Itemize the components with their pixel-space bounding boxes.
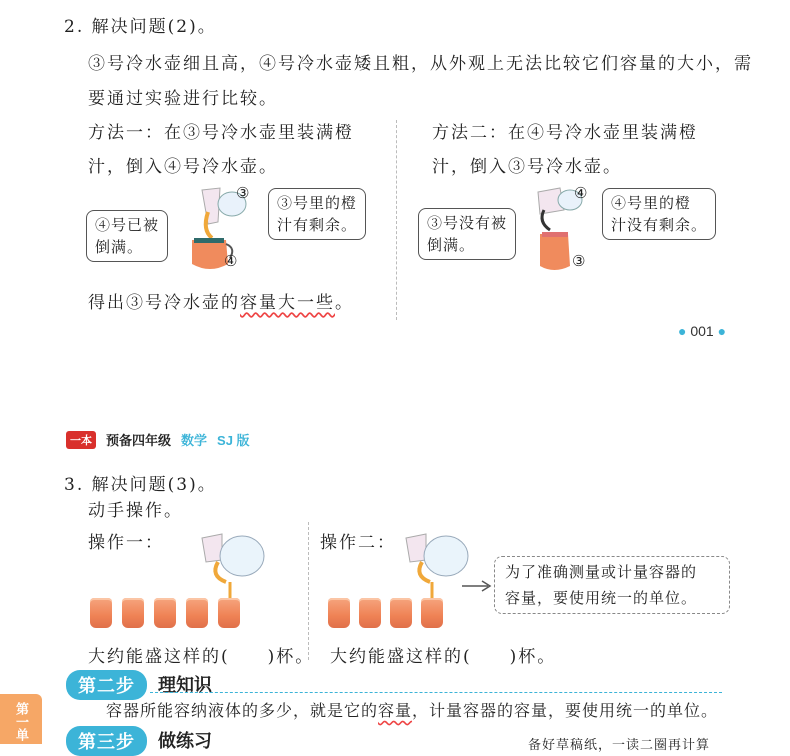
method2-left-bubble-line2: 倒满。: [427, 236, 476, 254]
section2-intro-line2: 要通过实验进行比较。: [88, 89, 278, 109]
side-tab-label: 第一单: [14, 702, 29, 741]
note-line2: 容量，要使用统一的单位。: [505, 589, 698, 607]
method1-line1: 方法一：在③号冷水壶里装满橙: [88, 123, 354, 143]
page-number: [678, 323, 726, 339]
cup-icon: [359, 598, 381, 628]
conclusion: [88, 288, 354, 313]
side-tab: [0, 694, 42, 744]
cup-icon: [390, 598, 412, 628]
method1-left-bubble-line2: 倒满。: [95, 238, 144, 256]
header-edition: SJ 版: [217, 433, 250, 448]
section2-heading: 2. 解决问题(2)。: [64, 17, 217, 37]
method2-pour-illustration: [530, 182, 602, 274]
cup-icon: [186, 598, 208, 628]
conclusion-pre: 得出③号冷水壶的: [88, 293, 240, 313]
op1-answer: 大约能盛这样的( )杯。: [88, 647, 315, 667]
header-subject: 数学: [181, 433, 208, 448]
arrow-icon: [460, 578, 494, 594]
logo: 一本: [66, 431, 96, 449]
step2-text: [106, 698, 718, 721]
step2-badge: 第二步: [66, 670, 147, 700]
cup-icon: [154, 598, 176, 628]
method2-left-bubble: [418, 208, 516, 260]
conclusion-post: 。: [335, 293, 354, 313]
note-line1: 为了准确测量或计量容器的: [505, 563, 698, 581]
cup-icon: [421, 598, 443, 628]
method2-tag-top: ④: [574, 185, 588, 202]
cup-icon: [90, 598, 112, 628]
note-box: [494, 556, 730, 614]
method1-left-bubble-line1: ④号已被: [95, 216, 160, 234]
header-grade: 预备四年级: [106, 433, 172, 448]
cup-icon: [328, 598, 350, 628]
step3-badge: 第三步: [66, 726, 147, 756]
method1-line2: 汁，倒入④号冷水壶。: [88, 157, 278, 177]
op1-pour-illustration: [196, 530, 268, 600]
step2-title: 理知识: [158, 675, 212, 695]
method1-tag-top: ③: [236, 185, 250, 202]
section3-heading: 3. 解决问题(3)。: [64, 475, 217, 495]
step3-title: 做练习: [158, 731, 212, 751]
page-number-text: 001: [690, 323, 714, 339]
method1-right-bubble: [268, 188, 366, 240]
method2-right-bubble: [602, 188, 716, 240]
method-divider: [396, 120, 397, 320]
step2-text-highlight: 容量: [378, 701, 413, 720]
method2-right-bubble-line1: ④号里的橙: [611, 194, 692, 212]
conclusion-highlight: 容量大一些: [240, 293, 335, 313]
cup-icon: [218, 598, 240, 628]
page-header: [66, 430, 250, 449]
step2-text-post: ，计量容器的容量，要使用统一的单位。: [412, 701, 719, 720]
method1-pour-illustration: [180, 182, 262, 274]
section3-sub: 动手操作。: [88, 501, 183, 521]
method1-left-bubble: [86, 210, 168, 262]
step2-rule: [150, 692, 722, 693]
page-dot-left: ●: [678, 323, 687, 339]
method2-line2: 汁，倒入③号冷水壶。: [432, 157, 622, 177]
section2-intro-line1: ③号冷水壶细且高，④号冷水壶矮且粗，从外观上无法比较它们容量的大小，需: [88, 54, 753, 74]
step2-text-pre: 容器所能容纳液体的多少，就是它的: [106, 701, 379, 720]
step3-hint: 备好草稿纸，一读二圈再计算: [528, 738, 711, 753]
method2-tag-bottom: ③: [572, 253, 586, 270]
op2-label: 操作二：: [320, 533, 396, 553]
method1-tag-bottom: ④: [224, 253, 238, 270]
op1-label: 操作一：: [88, 533, 164, 553]
method2-right-bubble-line2: 汁没有剩余。: [611, 216, 708, 234]
method1-right-bubble-line1: ③号里的橙: [277, 194, 358, 212]
page-dot-right: ●: [717, 323, 727, 339]
method2-line1: 方法二：在④号冷水壶里装满橙: [432, 123, 698, 143]
op2-answer: 大约能盛这样的( )杯。: [330, 647, 557, 667]
op-divider: [308, 522, 309, 660]
method2-left-bubble-line1: ③号没有被: [427, 214, 508, 232]
cup-icon: [122, 598, 144, 628]
method1-right-bubble-line2: 汁有剩余。: [277, 216, 358, 234]
